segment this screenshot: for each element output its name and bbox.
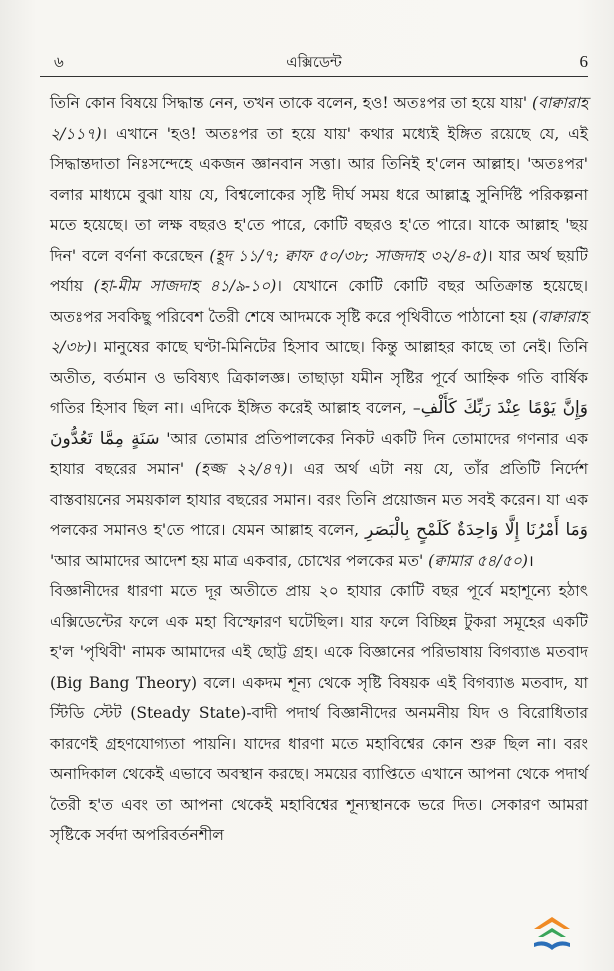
running-title: এক্সিডেন্ট (286, 53, 342, 71)
citation: (হজ্জ ২২/৪৭) (194, 460, 288, 478)
text-run: । মানুষের কাছে ঘণ্টা-মিনিটের হিসাব আছে। কিন্তু আল্লাহর কাছে তা নেই। তিনি অতীত, বর্তমান ও ভবিষ্যৎ ত্রিকালজ্ঞ। তাছাড়া যমীন সৃষ্টির পূর্বে আহ্নিক গতি বার্ষিক গতির হিসাব ছিল না। এদিকে ইঙ্গিত করেই আল্লাহ বলেন, – (50, 338, 588, 417)
arabic-verse: وَمَا أَمْرُنَا إِلَّا وَاحِدَةٌ كَلَمْحٍ بِالْبَصَرِ (365, 520, 588, 540)
text-run: 'আর তোমার প্রতিপালকের নিকট একটি দিন তোমাদের গণনার এক হাযার বছরের সমান' (50, 429, 588, 478)
logo-orange-arc (534, 917, 570, 929)
page-header (40, 52, 588, 80)
citation: (হা-মীম সাজদাহ ৪১/৯-১০) (93, 277, 277, 295)
text-run: । (527, 551, 534, 570)
arabic-verse: وَإِنَّ يَوْمًا عِنْدَ رَبِّكَ كَأَلْفِ سَنَةٍ مِمَّا تَعُدُّونَ (50, 398, 588, 449)
logo-blue-book (534, 941, 570, 950)
text-run: । যেখানে কোটি কোটি বছর অতিক্রান্ত হয়েছে। অতঃপর সবকিছু পরিবেশ তৈরী শেষে আদমকে সৃষ্টি করে পৃথিবীতে পাঠানো হয় (50, 277, 588, 326)
citation: (বাক্বারাহ ২/১১৭) (50, 94, 588, 143)
paragraph-1 (50, 88, 588, 576)
publisher-logo-icon (530, 915, 574, 955)
citation: (ক্বামার ৫৪/৫০) (428, 551, 528, 570)
header-rule (40, 76, 588, 77)
text-run: । এর অর্থ এটা নয় যে, তাঁর প্রতিটি নির্দেশ বাস্তবায়নের সময়কাল হাযার বছরের সমান। বরং তিনি প্রয়োজন মত সবই করেন। যা এক পলকের সমানও হ'তে পারে। যেমন আল্লাহ বলেন, (50, 460, 589, 539)
page-number-bengali: ৬ (54, 53, 64, 71)
text-run: তিনি কোন বিষয়ে সিদ্ধান্ত নেন, তখন তাকে বলেন, হও! অতঃপর তা হয়ে যায়' (50, 94, 533, 112)
page-number: 6 (579, 52, 588, 71)
text-run: বিজ্ঞানীদের ধারণা মতে দূর অতীতে প্রায় ২০ হাযার কোটি বছর পূর্বে মহাশূন্যে হঠাৎ এক্সিডেন্টের ফলে এক মহা বিস্ফোরণ ঘটেছিল। যার ফলে বিচ্ছিন্ন টুকরা সমূহের একটি হ'ল 'পৃথিবী' নামক আমাদের এই ছোট্ট গ্রহ। একে বিজ্ঞানের পরিভাষায় বিগব্যাঙ মতবাদ (Big Bang Theory) বলে। একদম শূন্য থেকে সৃষ্টি বিষয়ক এই বিগব্যাঙ মতবাদ, যা স্টিডি স্টেট (Steady State)-বাদী পদার্থ বিজ্ঞানীদের অনমনীয় যিদ ও বিরোধিতার কারণেই গ্রহণযোগ্যতা পায়নি। যাদের ধারণা মতে মহাবিশ্বের কোন শুরু ছিল না। বরং অনাদিকাল থেকেই এভাবে অবস্থান করছে। সময়ের ব্যাপ্তিতে এখানে আপনা থেকে পদার্থ তৈরী হ'ত এবং তা আপনা থেকেই মহাবিশ্বের শূন্যস্থানকে ভরে দিত। সেকারণ আমরা সৃষ্টিকে সর্বদা অপরিবর্তনশীল (50, 582, 588, 844)
body-text (50, 88, 588, 851)
citation: (হূদ ১১/৭; ক্বাফ ৫০/৩৮; সাজদাহ ৩২/৪-৫) (209, 246, 488, 265)
text-run: । এখানে 'হও! অতঃপর তা হয়ে যায়' কথার মধ্যেই ইঙ্গিত রয়েছে যে, এই সিদ্ধান্তদাতা নিঃসন্দেহে একজন জ্ঞানবান সত্তা। আর তিনিই হ'লেন আল্লাহ। 'অতঃপর' বলার মাধ্যমে বুঝা যায় যে, বিশ্বলোকের সৃষ্টি দীর্ঘ সময় ধরে আল্লাহ্র সুনির্দিষ্ট পরিকল্পনা মতে হয়েছে। তা লক্ষ বছরও হ'তে পারে, কোটি বছরও হ'তে পারে। যাকে আল্লাহ 'ছয় দিন' বলে বর্ণনা করেছেন (50, 124, 588, 265)
logo-green-arc (538, 928, 566, 937)
paragraph-2 (50, 576, 588, 851)
text-run: । যার অর্থ ছয়টি পর্যায় (50, 246, 588, 295)
citation: (বাক্বারাহ ২/৩৮) (50, 307, 588, 356)
text-run: 'আর আমাদের আদেশ হয় মাত্র একবার, চোখের পলকের মত' (50, 551, 429, 570)
